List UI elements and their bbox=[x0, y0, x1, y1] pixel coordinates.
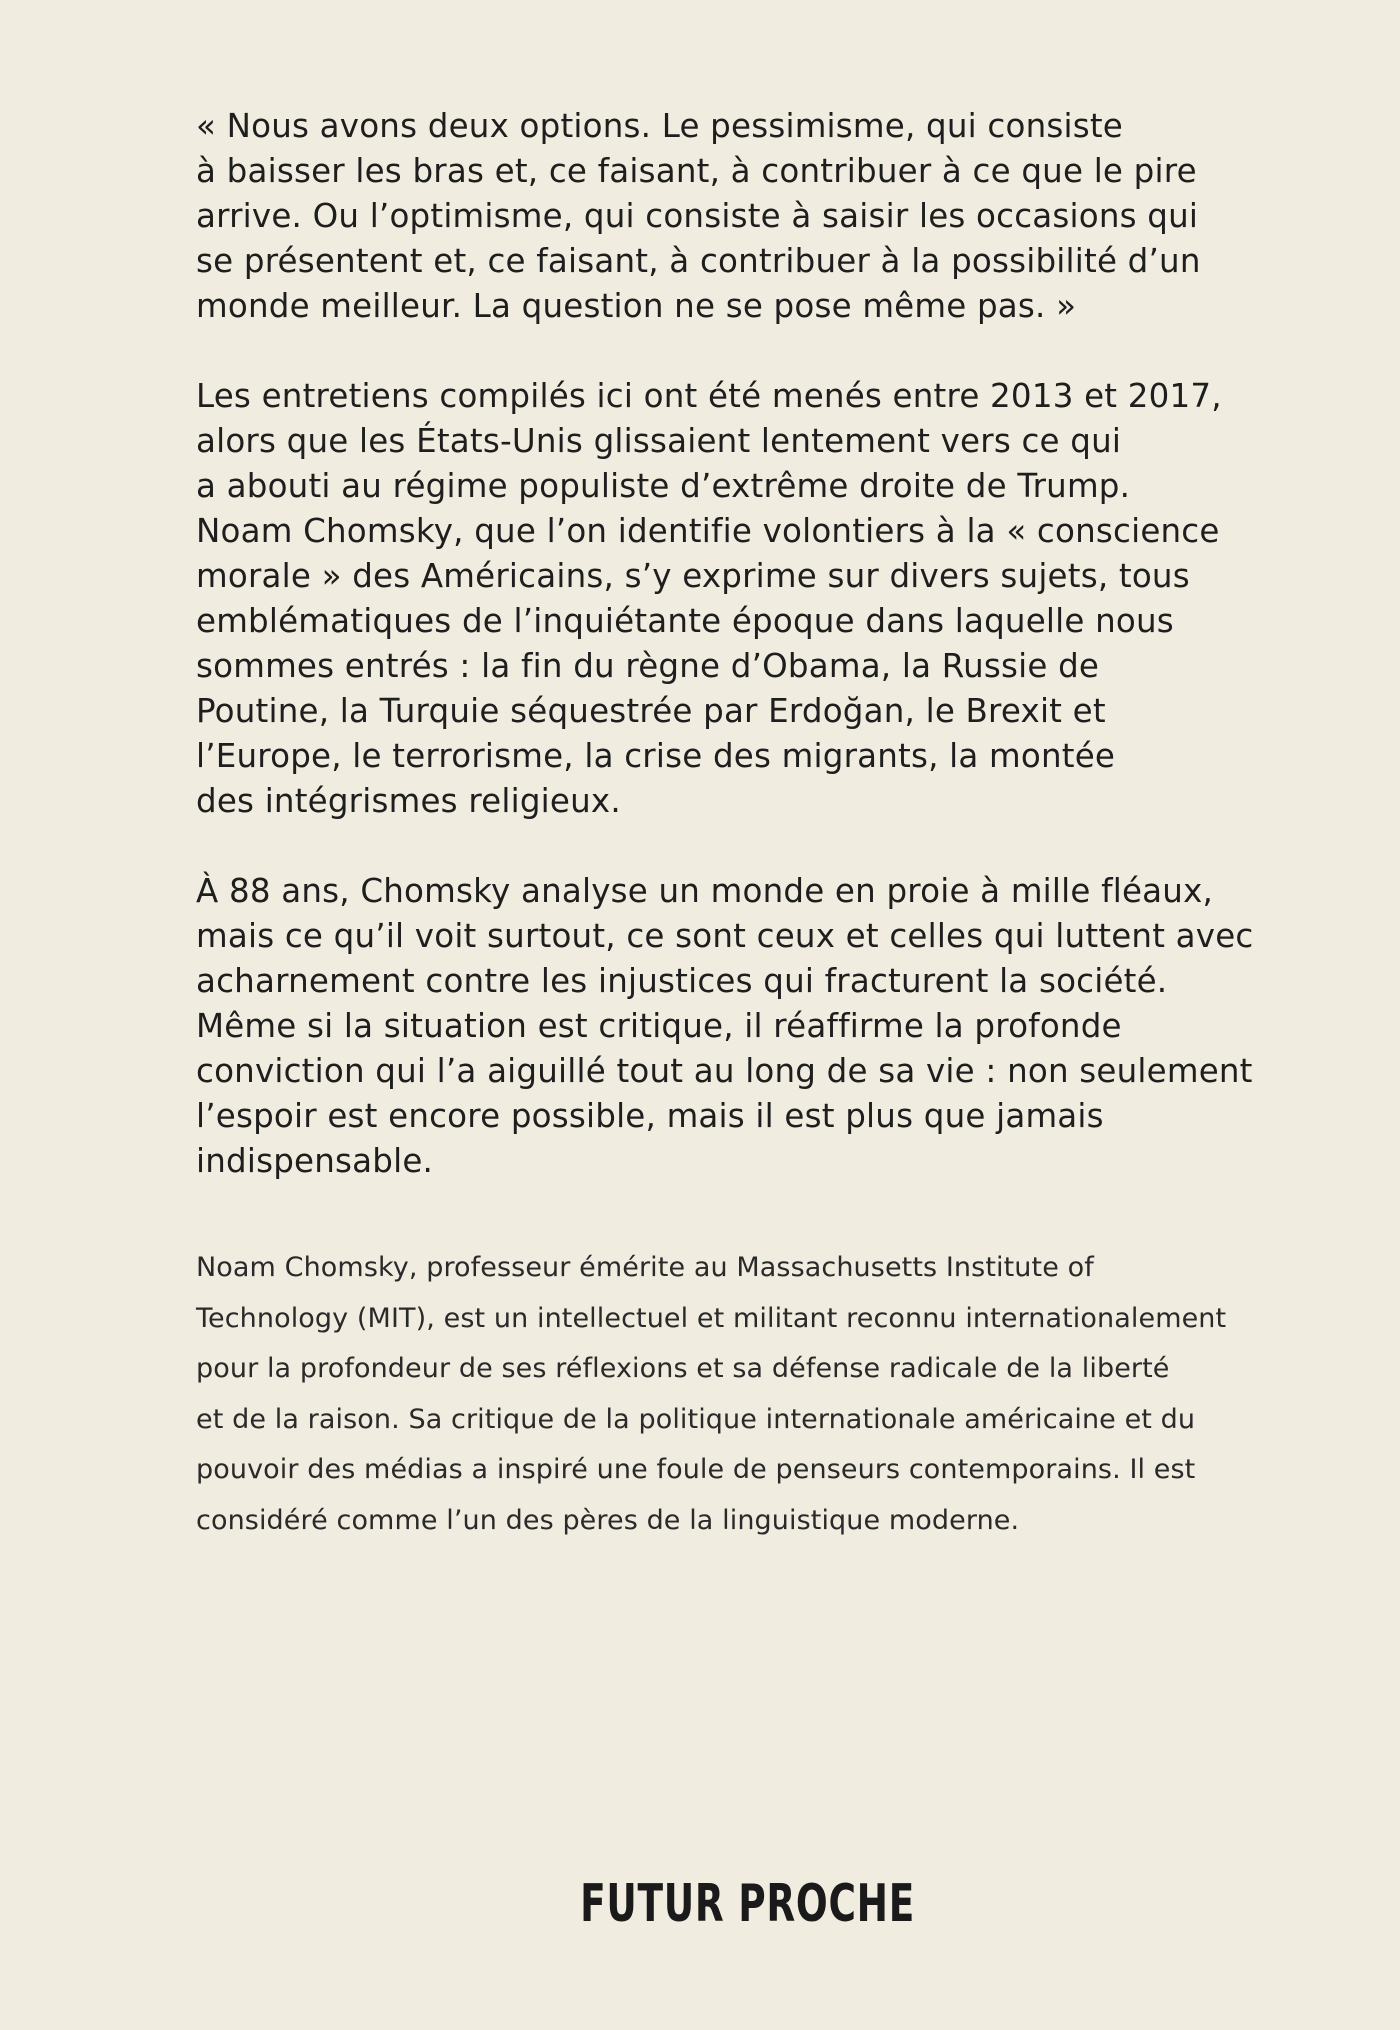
paragraph-line: À 88 ans, Chomsky analyse un monde en proie à mille fléaux, bbox=[196, 872, 1214, 910]
bio-line: Technology (MIT), est un intellectuel et militant reconnu internationalement bbox=[196, 1302, 1227, 1334]
paragraph-line: l’Europe, le terrorisme, la crise des migrants, la montée bbox=[196, 737, 1116, 775]
quote-line: arrive. Ou l’optimisme, qui consiste à saisir les occasions qui bbox=[196, 197, 1199, 235]
paragraph-line: acharnement contre les injustices qui fracturent la société. bbox=[196, 962, 1168, 1000]
bio-line: considéré comme l’un des pères de la linguistique moderne. bbox=[196, 1504, 1020, 1536]
bio-line: et de la raison. Sa critique de la politique internationale américaine et du bbox=[196, 1403, 1196, 1435]
paragraph-line: Poutine, la Turquie séquestrée par Erdoğan, le Brexit et bbox=[196, 692, 1106, 730]
bio-line: Noam Chomsky, professeur émérite au Massachusetts Institute of bbox=[196, 1252, 1094, 1283]
paragraph-line: sommes entrés : la fin du règne d’Obama, la Russie de bbox=[196, 647, 1100, 685]
quote-line: à baisser les bras et, ce faisant, à contribuer à ce que le pire bbox=[196, 152, 1197, 190]
paragraph-line: Les entretiens compilés ici ont été menés entre 2013 et 2017, bbox=[196, 377, 1222, 415]
paragraph-line: mais ce qu’il voit surtout, ce sont ceux et celles qui luttent avec bbox=[196, 917, 1254, 955]
quote-line: se présentent et, ce faisant, à contribuer à la possibilité d’un bbox=[196, 242, 1201, 280]
paragraph-line: des intégrismes religieux. bbox=[196, 782, 621, 820]
analyse-paragraph bbox=[196, 869, 1346, 1184]
bio-line: pouvoir des médias a inspiré une foule de penseurs contemporains. Il est bbox=[196, 1454, 1196, 1485]
back-cover-text bbox=[196, 104, 1346, 1546]
author-bio bbox=[196, 1243, 1346, 1546]
publisher-logo bbox=[0, 1874, 1400, 1934]
paragraph-line: l’espoir est encore possible, mais il est plus que jamais bbox=[196, 1097, 1104, 1135]
paragraph-line: morale » des Américains, s’y exprime sur divers sujets, tous bbox=[196, 557, 1190, 595]
paragraph-line: emblématiques de l’inquiétante époque dans laquelle nous bbox=[196, 602, 1174, 640]
quote-line: monde meilleur. La question ne se pose même pas. » bbox=[196, 287, 1077, 325]
paragraph-line: Noam Chomsky, que l’on identifie volontiers à la « conscience bbox=[196, 512, 1220, 550]
opening-quote bbox=[196, 104, 1346, 329]
entretiens-paragraph bbox=[196, 374, 1346, 824]
paragraph-line: indispensable. bbox=[196, 1142, 434, 1180]
bio-line: pour la profondeur de ses réflexions et sa défense radicale de la liberté bbox=[196, 1353, 1170, 1384]
publisher-name: FUTUR PROCHE bbox=[580, 1874, 916, 1934]
quote-line: « Nous avons deux options. Le pessimisme, qui consiste bbox=[196, 107, 1124, 145]
paragraph-line: alors que les États-Unis glissaient lentement vers ce qui bbox=[196, 422, 1122, 460]
paragraph-line: Même si la situation est critique, il réaffirme la profonde bbox=[196, 1007, 1122, 1045]
paragraph-line: conviction qui l’a aiguillé tout au long de sa vie : non seulement bbox=[196, 1052, 1253, 1090]
paragraph-line: a abouti au régime populiste d’extrême droite de Trump. bbox=[196, 467, 1131, 505]
